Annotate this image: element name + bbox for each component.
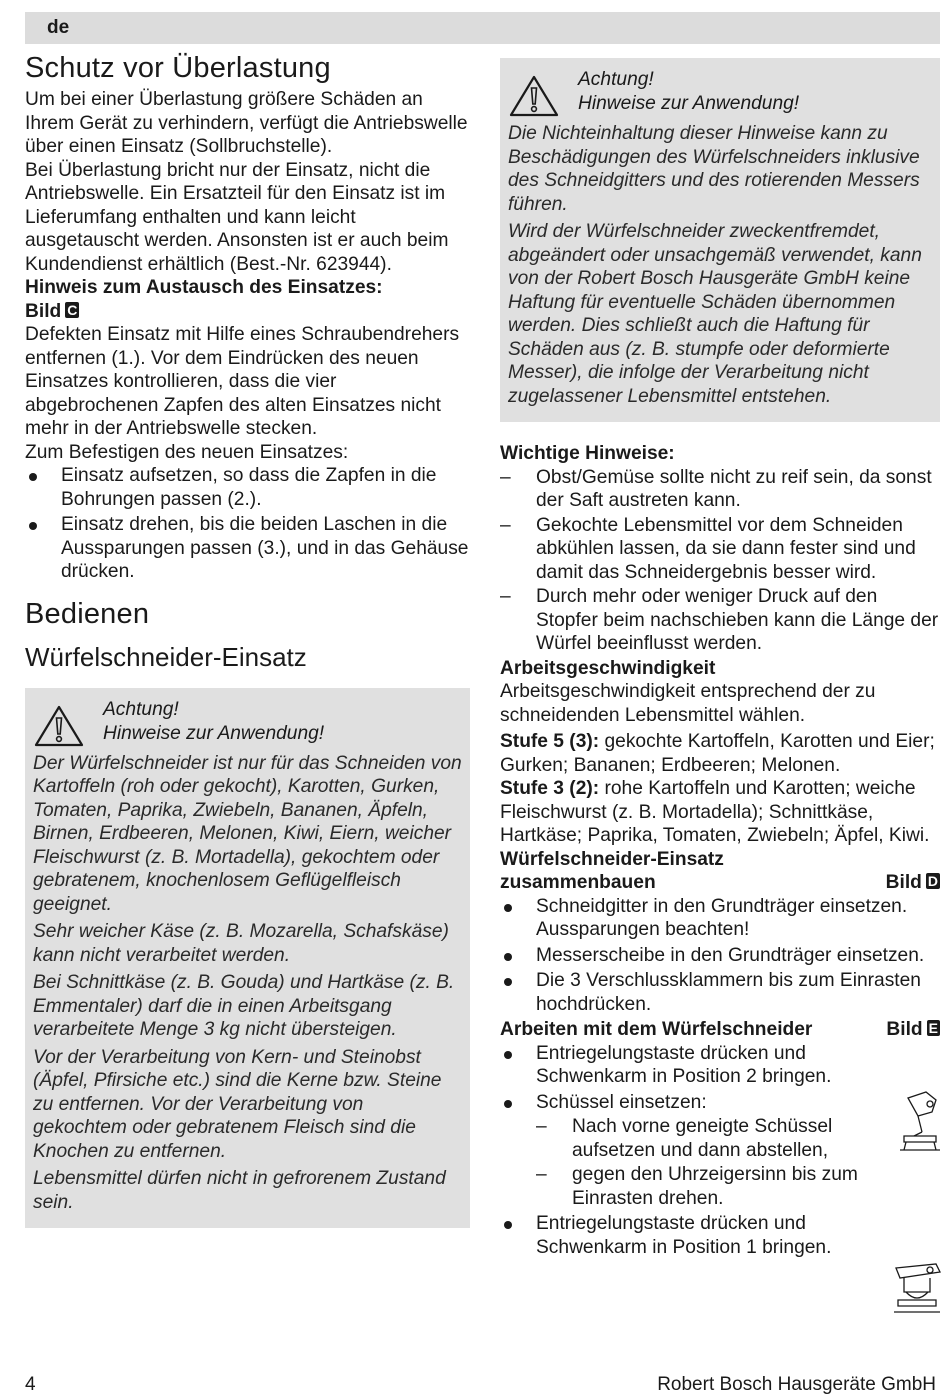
warning-box-damage — [500, 58, 940, 422]
list-item: Entriegelungstaste drücken und Schwenkarm in Position 1 bringen. — [500, 1212, 870, 1259]
figure-label: Bild — [886, 1019, 923, 1040]
assemble-heading-line1: Würfelschneider-Einsatz — [500, 848, 724, 870]
right-column — [500, 52, 940, 1261]
list-item: – Durch mehr oder weniger Druck auf den Stopfer beim nachschieben kann die Länge der Würfel beeinflusst werden. — [500, 585, 940, 656]
figure-label: Bild — [885, 872, 922, 893]
mixer-arm-raised-illustration — [896, 1090, 944, 1156]
warning-paragraph: Wird der Würfelschneider zweckentfremdet, abgeändert oder unsachgemäß verwendet, kann von der Robert Bosch Hausgeräte GmbH keine Haftung für eventuelle Schäden übernommen werden. Dies schließt auch die Haftung für Schäden aus (z. B. stumpfe oder deformierte Messer), die infolge der Verarbeitung nicht zugelassener Lebensmittel entstehen. — [508, 221, 922, 407]
work-heading-text: Arbeiten mit dem Würfelschneider — [500, 1019, 813, 1040]
speed-text: Arbeitsgeschwindigkeit entsprechend der zu schneidenden Lebensmittel wählen. — [500, 681, 876, 726]
section-title-operation: Bedienen — [25, 597, 150, 630]
company-name: Robert Bosch Hausgeräte GmbH — [657, 1374, 936, 1395]
figure-ref-c — [25, 300, 470, 324]
mixer-arm-lowered-illustration — [890, 1258, 944, 1314]
important-notes-list — [500, 466, 940, 656]
list-item: Einsatz drehen, bis die beiden Laschen in die Aussparungen passen (3.), und in das Gehäuse drücken. — [25, 513, 470, 584]
warning-title — [103, 698, 324, 746]
section-title-overload: Schutz vor Überlastung — [25, 52, 331, 84]
assemble-steps — [500, 895, 940, 1017]
list-item: Schneidgitter in den Grundträger einsetzen. Aussparungen beachten! — [500, 895, 940, 942]
warning-title-line1: Achtung! — [103, 698, 179, 720]
figure-label: Bild — [25, 300, 62, 322]
warning-header — [508, 68, 932, 118]
replacement-instructions: Defekten Einsatz mit Hilfe eines Schraubendrehers entfernen (1.). Vor dem Eindrücken des neuen Einsatzes kontrollieren, dass die vier abgebrochenen Zapfen des alten Einsatzes nicht mehr in der Antriebswelle stecken. — [25, 324, 460, 439]
warning-triangle-icon — [508, 74, 560, 118]
language-code: de — [47, 17, 70, 38]
replacement-heading: Hinweis zum Austausch des Einsatzes: — [25, 277, 383, 298]
bowl-substeps — [536, 1115, 870, 1210]
list-item: – gegen den Uhrzeigersinn bis zum Einrasten drehen. — [536, 1163, 870, 1210]
warning-paragraph: Sehr weicher Käse (z. B. Mozarella, Schafskäse) kann nicht verarbeitet werden. — [33, 921, 449, 966]
assemble-heading-text: zusammenbauen — [500, 872, 656, 893]
speed-level-3-text: rohe Kartoffeln und Karotten; weiche Fleischwurst (z. B. Mortadella); Schnittkäse, Hartkäse; Paprika, Tomaten, Zwiebeln; Äpfel, Kiwi. — [500, 778, 930, 846]
figure-ref-e — [886, 1018, 940, 1042]
warning-title — [578, 68, 799, 116]
left-column — [25, 52, 470, 1228]
speed-level-5-text: gekochte Kartoffeln, Karotten und Eier; Gurken; Bananen; Erdbeeren; Melonen. — [500, 731, 935, 776]
assemble-heading-line2 — [500, 871, 940, 895]
important-notes-heading: Wichtige Hinweise: — [500, 443, 675, 464]
list-item: – Nach vorne geneigte Schüssel aufsetzen und dann abstellen, — [536, 1115, 870, 1162]
overload-intro: Um bei einer Überlastung größere Schäden an Ihrem Gerät zu verhindern, verfügt die Antriebswelle über einen Einsatz (Sollbruchstelle). — [25, 89, 468, 157]
warning-paragraph: Der Würfelschneider ist nur für das Schneiden von Kartoffeln (roh oder gekocht), Karotten, Gurken, Tomaten, Paprika, Zwiebeln, Bananen, Äpfeln, Birnen, Erdbeeren, Melonen, Kiwi, Eiern, weicher Fleischwurst (z. B. Mortadella), gekochtem oder gebratenem, knochenlosem Geflügelfleisch geeignet. — [33, 752, 462, 915]
warning-title-line2: Hinweise zur Anwendung! — [578, 93, 800, 114]
list-item: Entriegelungstaste drücken und Schwenkarm in Position 2 bringen. — [500, 1042, 870, 1089]
warning-paragraph: Lebensmittel dürfen nicht in gefrorenem Zustand sein. — [33, 1168, 446, 1213]
list-item: – Gekochte Lebensmittel vor dem Schneiden abkühlen lassen, da sie dann fester sind und damit das Schneidergebnis besser wird. — [500, 514, 940, 585]
fastening-steps — [25, 464, 470, 584]
list-item: Messerscheibe in den Grundträger einsetzen. — [500, 944, 940, 968]
work-steps — [500, 1042, 940, 1260]
work-heading — [500, 1018, 940, 1042]
speed-level-3 — [500, 777, 940, 848]
warning-paragraph: Vor der Verarbeitung von Kern- und Steinobst (Äpfel, Pfirsiche etc.) sind die Kerne bzw. Steine zu entfernen. Vor der Verarbeitung von gekochtem oder gebratenem Fleisch sind die Knochen zu entfernen. — [33, 1046, 442, 1162]
list-item: Einsatz aufsetzen, so dass die Zapfen in die Bohrungen passen (2.). — [25, 464, 470, 511]
language-bar — [25, 12, 940, 44]
page-number: 4 — [25, 1374, 36, 1395]
warning-paragraph: Bei Schnittkäse (z. B. Gouda) und Hartkäse (z. B. Emmentaler) darf die in einen Arbeitsgang verarbeitete Menge 3 kg nicht übersteigen. — [33, 972, 455, 1040]
figure-c-badge: C — [67, 301, 78, 318]
fastening-intro: Zum Befestigen des neuen Einsatzes: — [25, 441, 349, 463]
list-item: – Obst/Gemüse sollte nicht zu reif sein, da sonst der Saft austreten kann. — [500, 466, 940, 513]
overload-detail: Bei Überlastung bricht nur der Einsatz, nicht die Antriebswelle. Ein Ersatzteil für den Einsatz ist im Lieferumfang enthalten und kann leicht ausgetauscht werden. Ansonsten ist er auch beim Kundendienst erhältlich (Best.-Nr. 623944). — [25, 159, 449, 275]
speed-level-3-label: Stufe 3 (2): — [500, 778, 600, 799]
list-item-text: Schüssel einsetzen: — [536, 1091, 707, 1113]
section-subtitle-dicer: Würfelschneider-Einsatz — [25, 641, 307, 672]
speed-level-5-label: Stufe 5 (3): — [500, 731, 600, 752]
warning-paragraph: Die Nichteinhaltung dieser Hinweise kann zu Beschädigungen des Würfelschneiders inklusive des Schneidgitters und des rotierenden Messers führen. — [508, 123, 920, 215]
warning-box-usage — [25, 688, 470, 1229]
list-item — [500, 1091, 870, 1211]
figure-e-badge: E — [928, 1020, 938, 1036]
warning-title-line2: Hinweise zur Anwendung! — [103, 722, 325, 744]
speed-level-5 — [500, 730, 940, 777]
warning-title-line1: Achtung! — [578, 69, 654, 90]
list-item: Die 3 Verschlussklammern bis zum Einrasten hochdrücken. — [500, 969, 940, 1016]
warning-header — [33, 698, 462, 748]
warning-triangle-icon — [33, 704, 85, 748]
speed-heading: Arbeitsgeschwindigkeit — [500, 657, 716, 679]
figure-d-badge: D — [927, 873, 938, 889]
figure-ref-d — [886, 871, 940, 895]
